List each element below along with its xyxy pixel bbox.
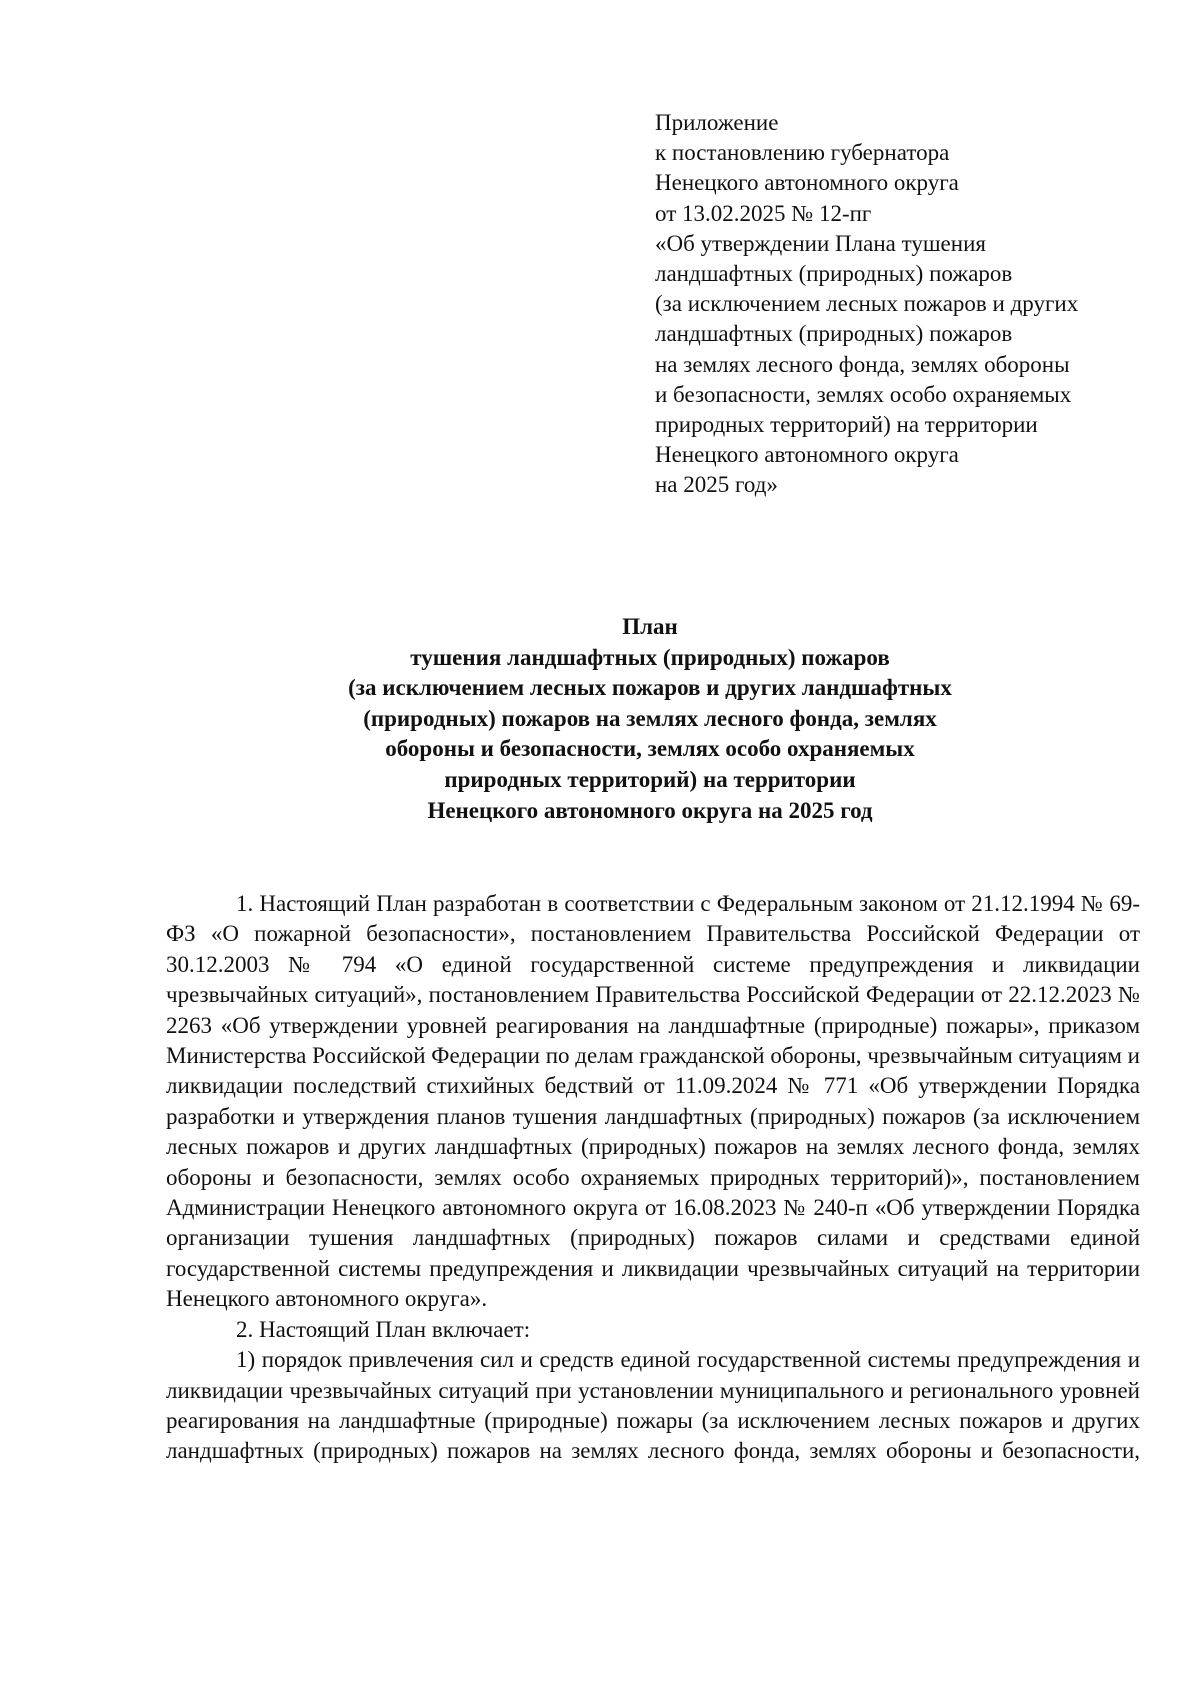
appendix-line: Ненецкого автономного округа: [655, 442, 959, 468]
title-line: обороны и безопасности, землях особо охраняемых: [385, 736, 915, 762]
appendix-line: на землях лесного фонда, землях обороны: [655, 351, 1070, 377]
appendix-line: к постановлению губернатора: [655, 140, 950, 166]
appendix-line: Приложение: [655, 110, 779, 135]
document-title: [160, 612, 1140, 826]
title-line: (природных) пожаров на землях лесного фонда, землях: [363, 705, 937, 731]
title-line: Ненецкого автономного округа на 2025 год: [427, 797, 873, 823]
appendix-line: от 13.02.2025 № 12-пг: [655, 200, 872, 226]
appendix-line: и безопасности, землях особо охраняемых: [655, 381, 1072, 407]
appendix-line: «Об утверждении Плана тушения: [655, 230, 986, 256]
title-line: тушения ландшафтных (природных) пожаров: [410, 644, 890, 670]
appendix-line: Ненецкого автономного округа: [655, 170, 959, 196]
appendix-header: [655, 108, 1155, 501]
appendix-line: ландшафтных (природных) пожаров: [655, 321, 1013, 347]
appendix-line: ландшафтных (природных) пожаров: [655, 261, 1013, 287]
appendix-line: природных территорий) на территории: [655, 412, 1038, 438]
document-body: [166, 889, 1140, 1467]
paragraph-1: 1. Настоящий План разработан в соответствии с Федеральным законом от 21.12.1994 № 69-ФЗ «О пожарной безопасности», постановлением Правительства Российской Федерации от 30.12.2003 № 794 «О единой государственной системе предупреждения и ликвидации чрезвычайных ситуаций», постановлением Правительства Российской Федерации от 22.12.2023 № 2263 «Об утверждении уровней реагирования на ландшафтные (природные) пожары», приказом Министерства Российской Федерации по делам гражданской обороны, чрезвычайным ситуациям и ликвидации последствий стихийных бедствий от 11.09.2024 № 771 «Об утверждении Порядка разработки и утверждения планов тушения ландшафтных (природных) пожаров (за исключением лесных пожаров и других ландшафтных (природных) пожаров на землях лесного фонда, землях обороны и безопасности, землях особо охраняемых природных территорий)», постановлением Администрации Ненецкого автономного округа от 16.08.2023 № 240-п «Об утверждении Порядка организации тушения ландшафтных (природных) пожаров силами и средствами единой государственной системы предупреждения и ликвидации чрезвычайных ситуаций на территории Ненецкого автономного округа».: [166, 891, 1140, 1312]
paragraph-2: 2. Настоящий План включает:: [236, 1316, 531, 1342]
paragraph-2-item-1: 1) порядок привлечения сил и средств единой государственной системы предупреждения и ликвидации чрезвычайных ситуаций при установлении муниципального и регионального уровней реагирования на ландшафтные (природные) пожары (за исключением лесных пожаров и других ландшафтных (природных) пожаров на землях лесного фонда, землях обороны и безопасности,: [166, 1347, 1140, 1464]
title-line: природных территорий) на территории: [444, 766, 856, 792]
appendix-line: (за исключением лесных пожаров и других: [655, 291, 1079, 317]
title-line: (за исключением лесных пожаров и других ландшафтных: [348, 675, 952, 701]
appendix-line: на 2025 год»: [655, 472, 778, 498]
title-line: План: [622, 614, 678, 639]
